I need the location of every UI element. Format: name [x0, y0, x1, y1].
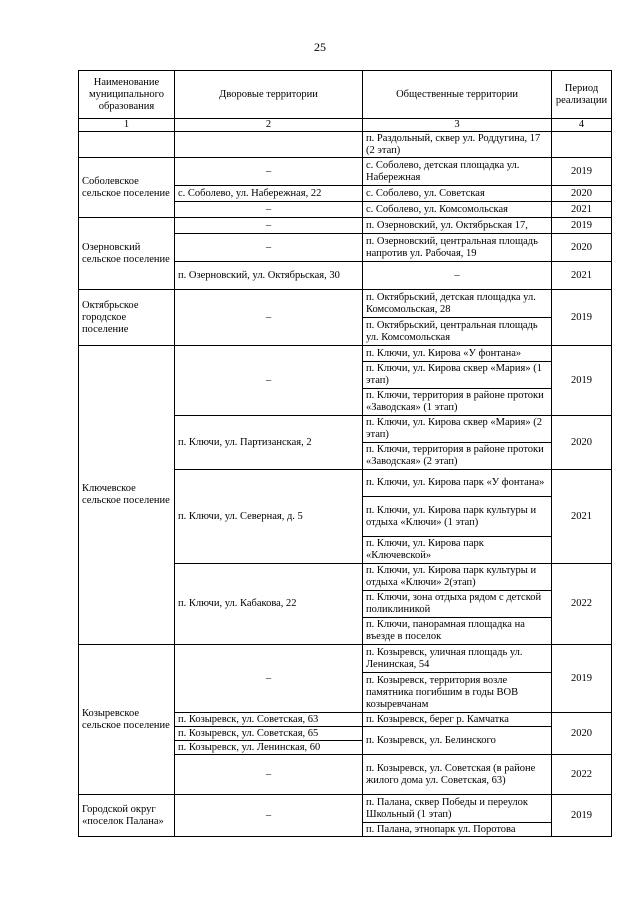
- header-row: [79, 71, 612, 119]
- yard-territory: –: [175, 645, 363, 713]
- period-year: 2021: [552, 470, 612, 564]
- period-year: 2019: [552, 346, 612, 416]
- public-territory: п. Ключи, ул. Кирова парк «Ключевской»: [363, 537, 552, 564]
- period-year: 2019: [552, 795, 612, 837]
- yard-territory: –: [175, 346, 363, 416]
- col-number: 3: [363, 119, 552, 132]
- municipality-name: Соболевское сельское поселение: [79, 158, 175, 218]
- public-territory: п. Ключи, ул. Кирова «У фонтана»: [363, 346, 552, 362]
- yard-territory: –: [175, 290, 363, 346]
- period-year: 2022: [552, 755, 612, 795]
- public-territory: п. Ключи, панорамная площадка на въезде в поселок: [363, 618, 552, 645]
- header-public: Общественные территории: [363, 71, 552, 119]
- cell-empty: [175, 132, 363, 158]
- yard-territory: п. Озерновский, ул. Октябрьская, 30: [175, 262, 363, 290]
- table-row: [79, 158, 612, 186]
- column-number-row: [79, 119, 612, 132]
- yard-territory: п. Ключи, ул. Северная, д. 5: [175, 470, 363, 564]
- yard-territory: –: [175, 234, 363, 262]
- public-territory: п. Ключи, территория в районе протоки «Заводская» (1 этап): [363, 389, 552, 416]
- public-territory: п. Козыревск, берег р. Камчатка: [363, 713, 552, 727]
- table-row: [79, 218, 612, 234]
- period-year: 2020: [552, 234, 612, 262]
- municipality-name: Октябрьское городское поселение: [79, 290, 175, 346]
- cell-empty: [552, 132, 612, 158]
- public-territory: п. Ключи, ул. Кирова сквер «Мария» (1 этап): [363, 362, 552, 389]
- yard-territory: п. Козыревск, ул. Ленинская, 60: [175, 741, 363, 755]
- public-territory: п. Палана, этнопарк ул. Поротова: [363, 823, 552, 837]
- public-territory: п. Ключи, ул. Кирова парк культуры и отдыха «Ключи» (1 этап): [363, 497, 552, 537]
- period-year: 2020: [552, 416, 612, 470]
- public-territory: п. Озерновский, центральная площадь напротив ул. Рабочая, 19: [363, 234, 552, 262]
- public-territory: п. Козыревск, территория возле памятника погибшим в годы ВОВ козыревчанам: [363, 673, 552, 713]
- col-number: 2: [175, 119, 363, 132]
- public-territory: п. Ключи, зона отдыха рядом с детской поликлиникой: [363, 591, 552, 618]
- period-year: 2021: [552, 202, 612, 218]
- public-territory: –: [363, 262, 552, 290]
- header-municipality: Наименование муниципального образования: [79, 71, 175, 119]
- yard-territory: п. Козыревск, ул. Советская, 65: [175, 727, 363, 741]
- page-number: 25: [314, 40, 326, 54]
- table-row: [79, 645, 612, 673]
- territories-table: [78, 70, 612, 837]
- period-year: 2020: [552, 713, 612, 755]
- yard-territory: –: [175, 795, 363, 837]
- yard-territory: с. Соболево, ул. Набережная, 22: [175, 186, 363, 202]
- table-row: [79, 132, 612, 158]
- public-territory: п. Козыревск, ул. Советская (в районе жилого дома ул. Советская, 63): [363, 755, 552, 795]
- public-territory: с. Соболево, ул. Советская: [363, 186, 552, 202]
- public-territory: п. Раздольный, сквер ул. Роддугина, 17 (2 этап): [363, 132, 552, 158]
- yard-territory: п. Ключи, ул. Партизанская, 2: [175, 416, 363, 470]
- yard-territory: –: [175, 202, 363, 218]
- col-number: 1: [79, 119, 175, 132]
- col-number: 4: [552, 119, 612, 132]
- period-year: 2019: [552, 645, 612, 713]
- yard-territory: –: [175, 755, 363, 795]
- table-row: [79, 290, 612, 318]
- yard-territory: –: [175, 218, 363, 234]
- yard-territory: –: [175, 158, 363, 186]
- public-territory: п. Козыревск, уличная площадь ул. Ленинская, 54: [363, 645, 552, 673]
- header-yard: Дворовые территории: [175, 71, 363, 119]
- yard-territory: п. Козыревск, ул. Советская, 63: [175, 713, 363, 727]
- public-territory: п. Ключи, ул. Кирова сквер «Мария» (2 этап): [363, 416, 552, 443]
- public-territory: п. Ключи, ул. Кирова парк «У фонтана»: [363, 470, 552, 497]
- municipality-name: Козыревское сельское поселение: [79, 645, 175, 795]
- yard-territory: п. Ключи, ул. Кабакова, 22: [175, 564, 363, 645]
- period-year: 2021: [552, 262, 612, 290]
- municipality-name: Городской округ «поселок Палана»: [79, 795, 175, 837]
- period-year: 2022: [552, 564, 612, 645]
- public-territory: п. Козыревск, ул. Белинского: [363, 727, 552, 755]
- period-year: 2020: [552, 186, 612, 202]
- municipality-name: Озерновский сельское поселение: [79, 218, 175, 290]
- public-territory: п. Октябрьский, детская площадка ул. Комсомольская, 28: [363, 290, 552, 318]
- header-period: Период реализации: [552, 71, 612, 119]
- public-territory: п. Озерновский, ул. Октябрьская 17,: [363, 218, 552, 234]
- public-territory: п. Октябрьский, центральная площадь ул. Комсомольская: [363, 318, 552, 346]
- table-row: [79, 346, 612, 362]
- public-territory: п. Ключи, ул. Кирова парк культуры и отдыха «Ключи» 2(этап): [363, 564, 552, 591]
- public-territory: с. Соболево, детская площадка ул. Набережная: [363, 158, 552, 186]
- period-year: 2019: [552, 158, 612, 186]
- public-territory: п. Ключи, территория в районе протоки «Заводская» (2 этап): [363, 443, 552, 470]
- municipality-name: Ключевское сельское поселение: [79, 346, 175, 645]
- public-territory: с. Соболево, ул. Комсомольская: [363, 202, 552, 218]
- period-year: 2019: [552, 218, 612, 234]
- table-row: [79, 795, 612, 823]
- period-year: 2019: [552, 290, 612, 346]
- cell-empty: [79, 132, 175, 158]
- public-territory: п. Палана, сквер Победы и переулок Школьный (1 этап): [363, 795, 552, 823]
